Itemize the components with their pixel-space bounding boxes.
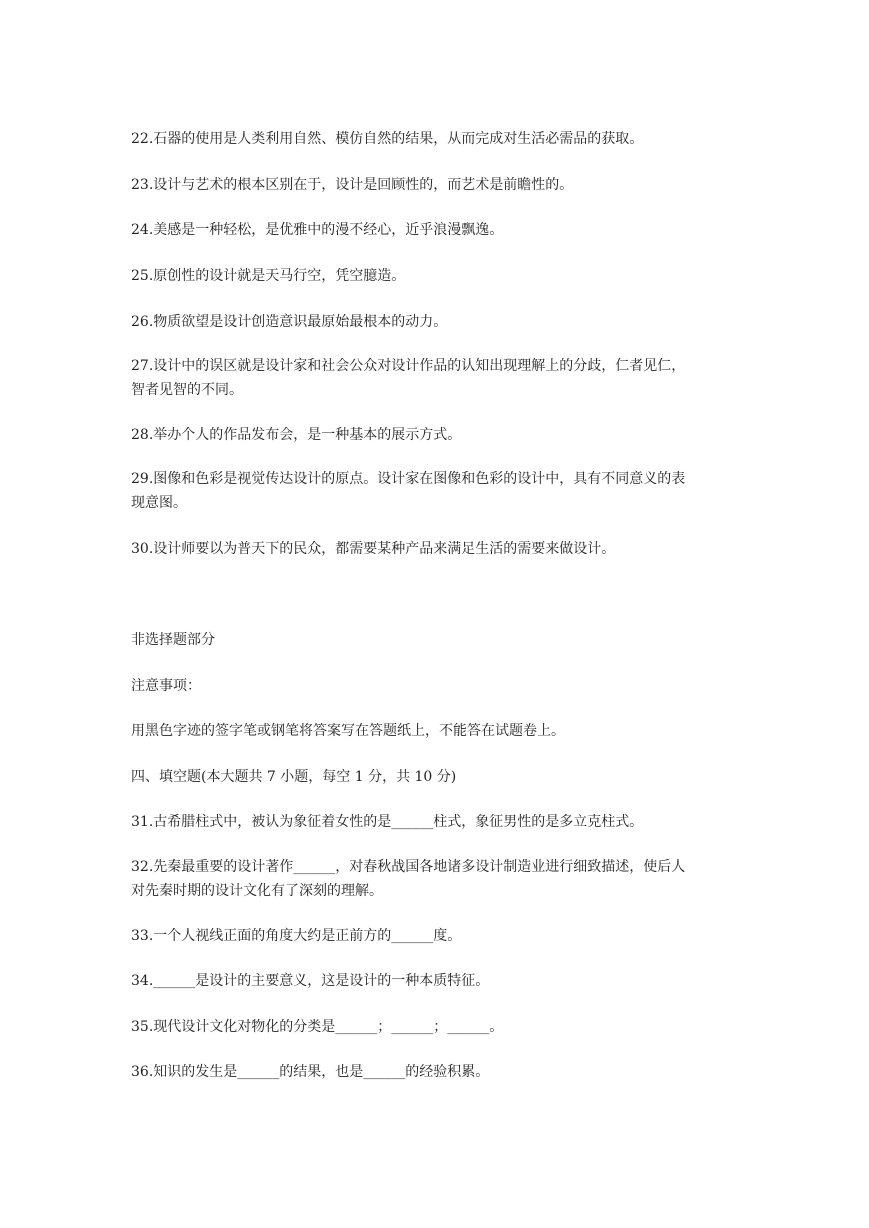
question-32-line-1: 32.先秦最重要的设计著作______，对春秋战国各地诸多设计制造业进行细致描述，使后人 — [131, 859, 686, 875]
question-24: 24.美感是一种轻松，是优雅中的漫不经心，近乎浪漫飘逸。 — [131, 222, 504, 238]
question-27 — [131, 354, 746, 402]
question-34: 34.______是设计的主要意义，这是设计的一种本质特征。 — [131, 973, 490, 989]
question-27-line-1: 27.设计中的误区就是设计家和社会公众对设计作品的认知出现理解上的分歧，仁者见仁， — [131, 358, 686, 374]
question-35: 35.现代设计文化对物化的分类是______；______；______。 — [131, 1019, 504, 1035]
question-26: 26.物质欲望是设计创造意识最原始最根本的动力。 — [131, 314, 448, 330]
question-29 — [131, 467, 746, 515]
question-29-line-2: 现意图。 — [131, 495, 187, 511]
question-23: 23.设计与艺术的根本区别在于，设计是回顾性的，而艺术是前瞻性的。 — [131, 177, 574, 193]
notice-text: 用黑色字迹的签字笔或钢笔将答案写在答题纸上，不能答在试题卷上。 — [131, 723, 565, 739]
question-25: 25.原创性的设计就是天马行空，凭空臆造。 — [131, 268, 406, 284]
question-33: 33.一个人视线正面的角度大约是正前方的______度。 — [131, 928, 462, 944]
question-32-line-2: 对先秦时期的设计文化有了深刻的理解。 — [131, 883, 383, 899]
question-31: 31.古希腊柱式中，被认为象征着女性的是______柱式，象征男性的是多立克柱式。 — [131, 814, 644, 830]
question-27-line-2: 智者见智的不同。 — [131, 382, 243, 398]
question-36: 36.知识的发生是______的结果，也是______的经验积累。 — [131, 1064, 490, 1080]
question-30: 30.设计师要以为普天下的民众，都需要某种产品来满足生活的需要来做设计。 — [131, 541, 616, 557]
question-32 — [131, 855, 746, 903]
notice-heading: 注意事项： — [131, 678, 201, 694]
part-heading: 四、填空题(本大题共 7 小题，每空 1 分，共 10 分) — [131, 769, 457, 785]
question-22: 22.石器的使用是人类利用自然、模仿自然的结果，从而完成对生活必需品的获取。 — [131, 131, 644, 147]
question-28: 28.举办个人的作品发布会，是一种基本的展示方式。 — [131, 427, 462, 443]
section-title: 非选择题部分 — [131, 632, 215, 648]
question-29-line-1: 29.图像和色彩是视觉传达设计的原点。设计家在图像和色彩的设计中，具有不同意义的表 — [131, 471, 686, 487]
